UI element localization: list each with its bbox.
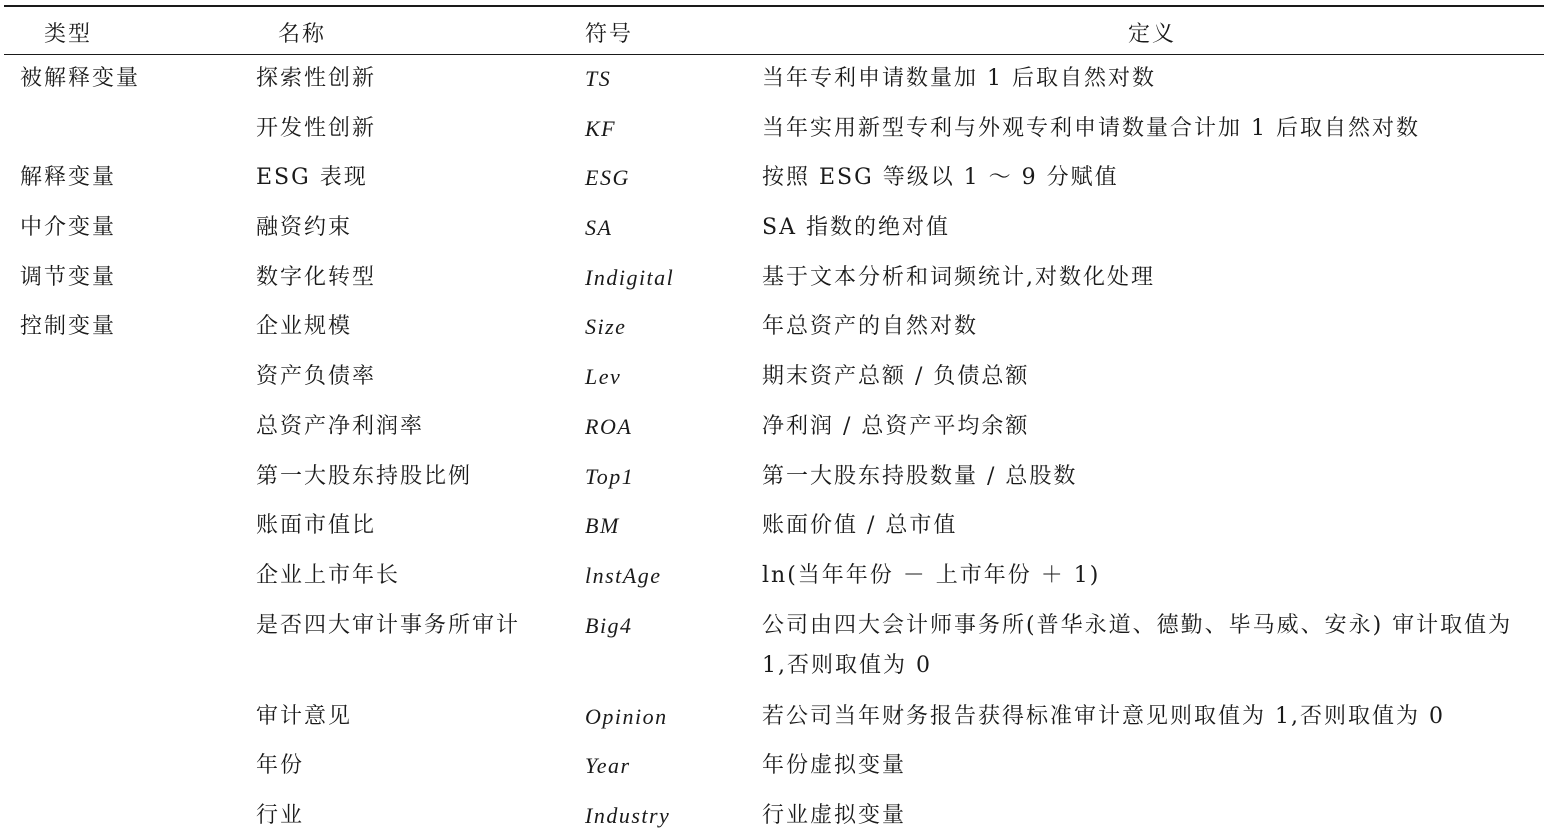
table-row [0,403,1548,453]
row-definition: 若公司当年财务报告获得标准审计意见则取值为 1,否则取值为 0 [762,703,1445,729]
row-definition: SA 指数的绝对值 [762,215,950,241]
row-definition: 公司由四大会计师事务所(普华永道、德勤、毕马威、安永) 审计取值为 1,否则取值为 0 [762,612,1513,678]
table-row [0,742,1548,792]
table-row [0,154,1548,204]
header-definition: 定义 [1128,22,1177,47]
row-symbol: Lev [585,364,622,390]
table-row [0,303,1548,353]
row-definition: ln(当年年份 － 上市年份 ＋ 1) [762,562,1101,588]
row-symbol: ROA [585,413,633,439]
row-definition: 年份虚拟变量 [762,753,907,779]
row-definition: 账面价值 / 总市值 [762,513,958,539]
row-symbol: TS [585,66,612,91]
row-name: 企业规模 [256,314,353,340]
row-name: 开发性创新 [256,115,377,141]
row-symbol: lnstAge [585,562,662,588]
row-symbol: Opinion [585,703,668,729]
row-name: 行业 [256,802,305,828]
row-symbol: ESG [585,165,630,191]
row-name: 年份 [256,753,305,779]
row-symbol: Industry [585,802,671,828]
row-symbol: Indigital [585,264,675,290]
row-definition: 第一大股东持股数量 / 总股数 [762,463,1078,489]
row-definition: 净利润 / 总资产平均余额 [762,413,1030,439]
row-name: 总资产净利润率 [256,413,425,439]
header-name: 名称 [278,22,327,47]
row-symbol: Year [585,753,631,779]
table-row [0,105,1548,155]
row-name: 融资约束 [256,215,353,241]
row-symbol: Top1 [585,463,635,489]
row-type: 被解释变量 [20,66,141,91]
row-name: 资产负债率 [256,364,377,390]
row-name: 是否四大审计事务所审计 [256,612,521,638]
row-name: ESG 表现 [256,165,368,191]
row-symbol: Size [585,314,627,340]
table-row [0,502,1548,552]
table-row [0,254,1548,304]
table-row [0,792,1548,840]
row-name: 账面市值比 [256,513,377,539]
row-symbol: SA [585,215,613,241]
row-definition: 按照 ESG 等级以 1 ～ 9 分赋值 [762,165,1119,191]
row-name: 探索性创新 [256,66,377,91]
row-type: 调节变量 [20,264,117,290]
row-definition: 年总资产的自然对数 [762,314,979,340]
table-row [0,353,1548,403]
row-definition: 当年专利申请数量加 1 后取自然对数 [762,66,1156,91]
row-name: 审计意见 [256,703,353,729]
row-name: 第一大股东持股比例 [256,463,473,489]
row-definition: 期末资产总额 / 负债总额 [762,364,1030,390]
row-type: 控制变量 [20,314,117,340]
row-name: 数字化转型 [256,264,377,290]
table-row [0,55,1548,105]
table-header-row [0,7,1548,54]
table-row [0,552,1548,602]
row-definition: 行业虚拟变量 [762,802,907,828]
table-row [0,204,1548,254]
row-symbol: Big4 [585,612,633,638]
table-row [0,453,1548,503]
table-row [0,693,1548,743]
row-name: 企业上市年长 [256,562,401,588]
row-symbol: BM [585,513,620,539]
header-symbol: 符号 [585,22,634,47]
table-row [0,602,1548,693]
table-body [0,55,1548,840]
row-definition: 基于文本分析和词频统计,对数化处理 [762,264,1155,290]
row-symbol: KF [585,115,617,141]
row-definition: 当年实用新型专利与外观专利申请数量合计加 1 后取自然对数 [762,115,1420,141]
row-type: 中介变量 [20,215,117,241]
header-type: 类型 [44,22,93,47]
row-type: 解释变量 [20,165,117,191]
